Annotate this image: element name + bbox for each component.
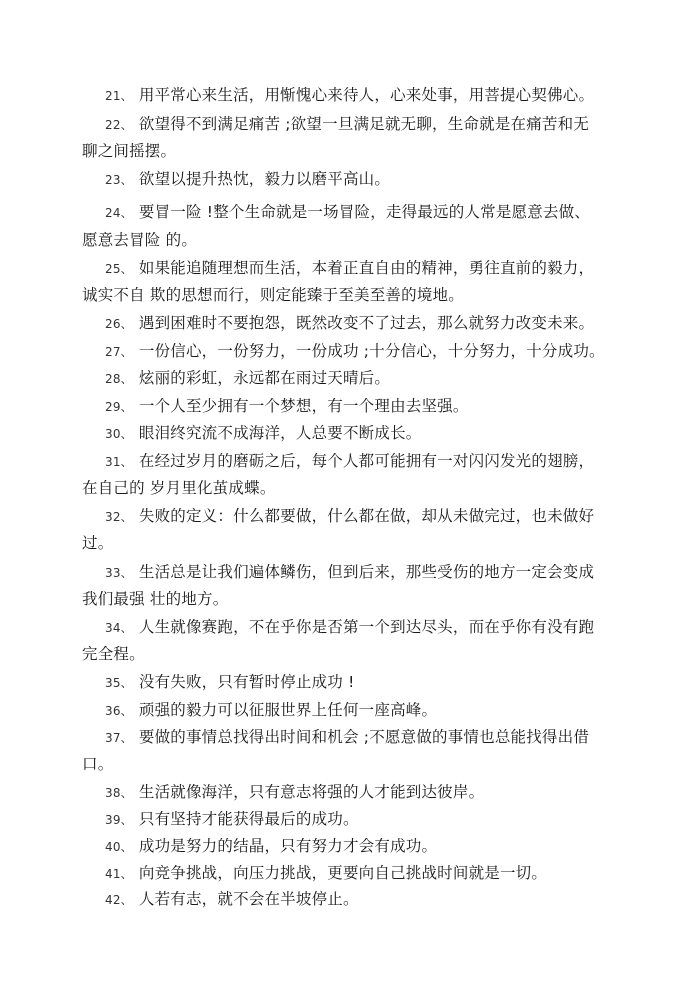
quote-number: 28、 (105, 372, 133, 386)
quote-text: 失败的定义：什么都要做，什么都在做，却从未做完过，也未做好 (138, 507, 595, 525)
quote-number: 27、 (105, 345, 133, 359)
quote-22-continued (0, 138, 700, 164)
quote-text: 我们最强 壮的地方。 (82, 590, 229, 608)
quote-27 (0, 338, 700, 364)
quote-37 (0, 724, 700, 750)
quote-number: 30、 (105, 427, 133, 441)
quote-40 (0, 833, 700, 859)
quote-text: 如果能追随理想而生活，本着正直自由的精神，勇往直前的毅力， (138, 259, 595, 277)
quote-number: 35、 (105, 676, 133, 690)
quote-text: 口。 (82, 755, 114, 773)
quote-text: 要做的事情总找得出时间和机会 ;不愿意做的事情也总能找得出借 (138, 728, 590, 746)
quote-22 (0, 111, 700, 137)
quote-text: 顽强的毅力可以征服世界上任何一座高峰。 (138, 701, 438, 719)
quote-number: 39、 (105, 813, 133, 827)
quote-number: 33、 (105, 566, 133, 580)
quote-21 (0, 82, 700, 108)
quote-37-continued (0, 751, 700, 777)
quote-text: 愿意去冒险 的。 (82, 231, 198, 249)
quote-text: 过。 (82, 534, 114, 552)
quote-text: 生活总是让我们遍体鳞伤，但到后来，那些受伤的地方一定会变成 (138, 563, 595, 581)
quote-text: 炫丽的彩虹，永远都在雨过天晴后。 (138, 369, 391, 387)
quote-29 (0, 393, 700, 419)
quote-34-continued (0, 641, 700, 667)
quote-text: 没有失败，只有暂时停止成功 ! (138, 673, 355, 691)
quote-number: 23、 (105, 173, 133, 187)
quote-text: 要冒一险 !整个生命就是一场冒险，走得最远的人常是愿意去做、 (138, 203, 591, 221)
quote-24-continued (0, 227, 700, 253)
quote-text: 聊之间摇摆。 (82, 142, 177, 160)
quote-text: 生活就像海洋，只有意志将强的人才能到达彼岸。 (138, 783, 485, 801)
quote-31 (0, 448, 700, 474)
quote-25-continued (0, 282, 700, 308)
quote-text: 一份信心，一份努力，一份成功 ;十分信心，十分努力，十分成功。 (138, 342, 605, 360)
quote-42 (0, 886, 700, 912)
quote-39 (0, 806, 700, 832)
quote-25 (0, 255, 700, 281)
quote-number: 21、 (105, 89, 133, 103)
quote-text: 欲望得不到满足痛苦 ;欲望一旦满足就无聊，生命就是在痛苦和无 (138, 115, 590, 133)
quote-text: 遇到困难时不要抱怨，既然改变不了过去，那么就努力改变未来。 (138, 314, 595, 332)
quote-38 (0, 779, 700, 805)
quote-text: 完全程。 (82, 645, 145, 663)
quote-35 (0, 669, 700, 695)
quote-text: 眼泪终究流不成海洋，人总要不断成长。 (138, 424, 422, 442)
quote-text: 在自己的 岁月里化茧成蝶。 (82, 479, 276, 497)
quote-33-continued (0, 586, 700, 612)
quote-32 (0, 503, 700, 529)
quote-number: 40、 (105, 840, 133, 854)
quote-34 (0, 614, 700, 640)
quote-text: 只有坚持才能获得最后的成功。 (138, 810, 359, 828)
quote-31-continued (0, 475, 700, 501)
quote-23 (0, 166, 700, 192)
quote-33 (0, 559, 700, 585)
quote-number: 42、 (105, 893, 133, 907)
quote-number: 26、 (105, 317, 133, 331)
quote-text: 一个人至少拥有一个梦想，有一个理由去坚强。 (138, 397, 469, 415)
quote-number: 22、 (105, 118, 133, 132)
quote-30 (0, 420, 700, 446)
quote-text: 欲望以提升热忱，毅力以磨平高山。 (138, 170, 391, 188)
quote-number: 38、 (105, 786, 133, 800)
quote-text: 成功是努力的结晶，只有努力才会有成功。 (138, 837, 438, 855)
quote-text: 向竞争挑战，向压力挑战，更要向自己挑战时间就是一切。 (138, 864, 548, 882)
quote-number: 32、 (105, 510, 133, 524)
quote-41 (0, 860, 700, 886)
quote-number: 29、 (105, 400, 133, 414)
quote-number: 34、 (105, 621, 133, 635)
quote-number: 36、 (105, 704, 133, 718)
quote-32-continued (0, 530, 700, 556)
quote-text: 人生就像赛跑，不在乎你是否第一个到达尽头，而在乎你有没有跑 (138, 618, 595, 636)
quote-24 (0, 199, 700, 225)
quote-text: 用平常心来生活，用惭愧心来待人，心来处事，用菩提心契佛心。 (138, 86, 595, 104)
quote-number: 24、 (105, 206, 133, 220)
quote-36 (0, 697, 700, 723)
quote-text: 人若有志，就不会在半坡停止。 (138, 890, 359, 908)
quote-number: 37、 (105, 731, 133, 745)
quote-number: 41、 (105, 867, 133, 881)
quote-text: 诚实不自 欺的思想而行，则定能臻于至美至善的境地。 (82, 286, 464, 304)
quote-28 (0, 365, 700, 391)
quote-number: 25、 (105, 262, 133, 276)
quote-26 (0, 310, 700, 336)
quote-number: 31、 (105, 455, 133, 469)
quote-text: 在经过岁月的磨砺之后，每个人都可能拥有一对闪闪发光的翅膀， (138, 452, 595, 470)
